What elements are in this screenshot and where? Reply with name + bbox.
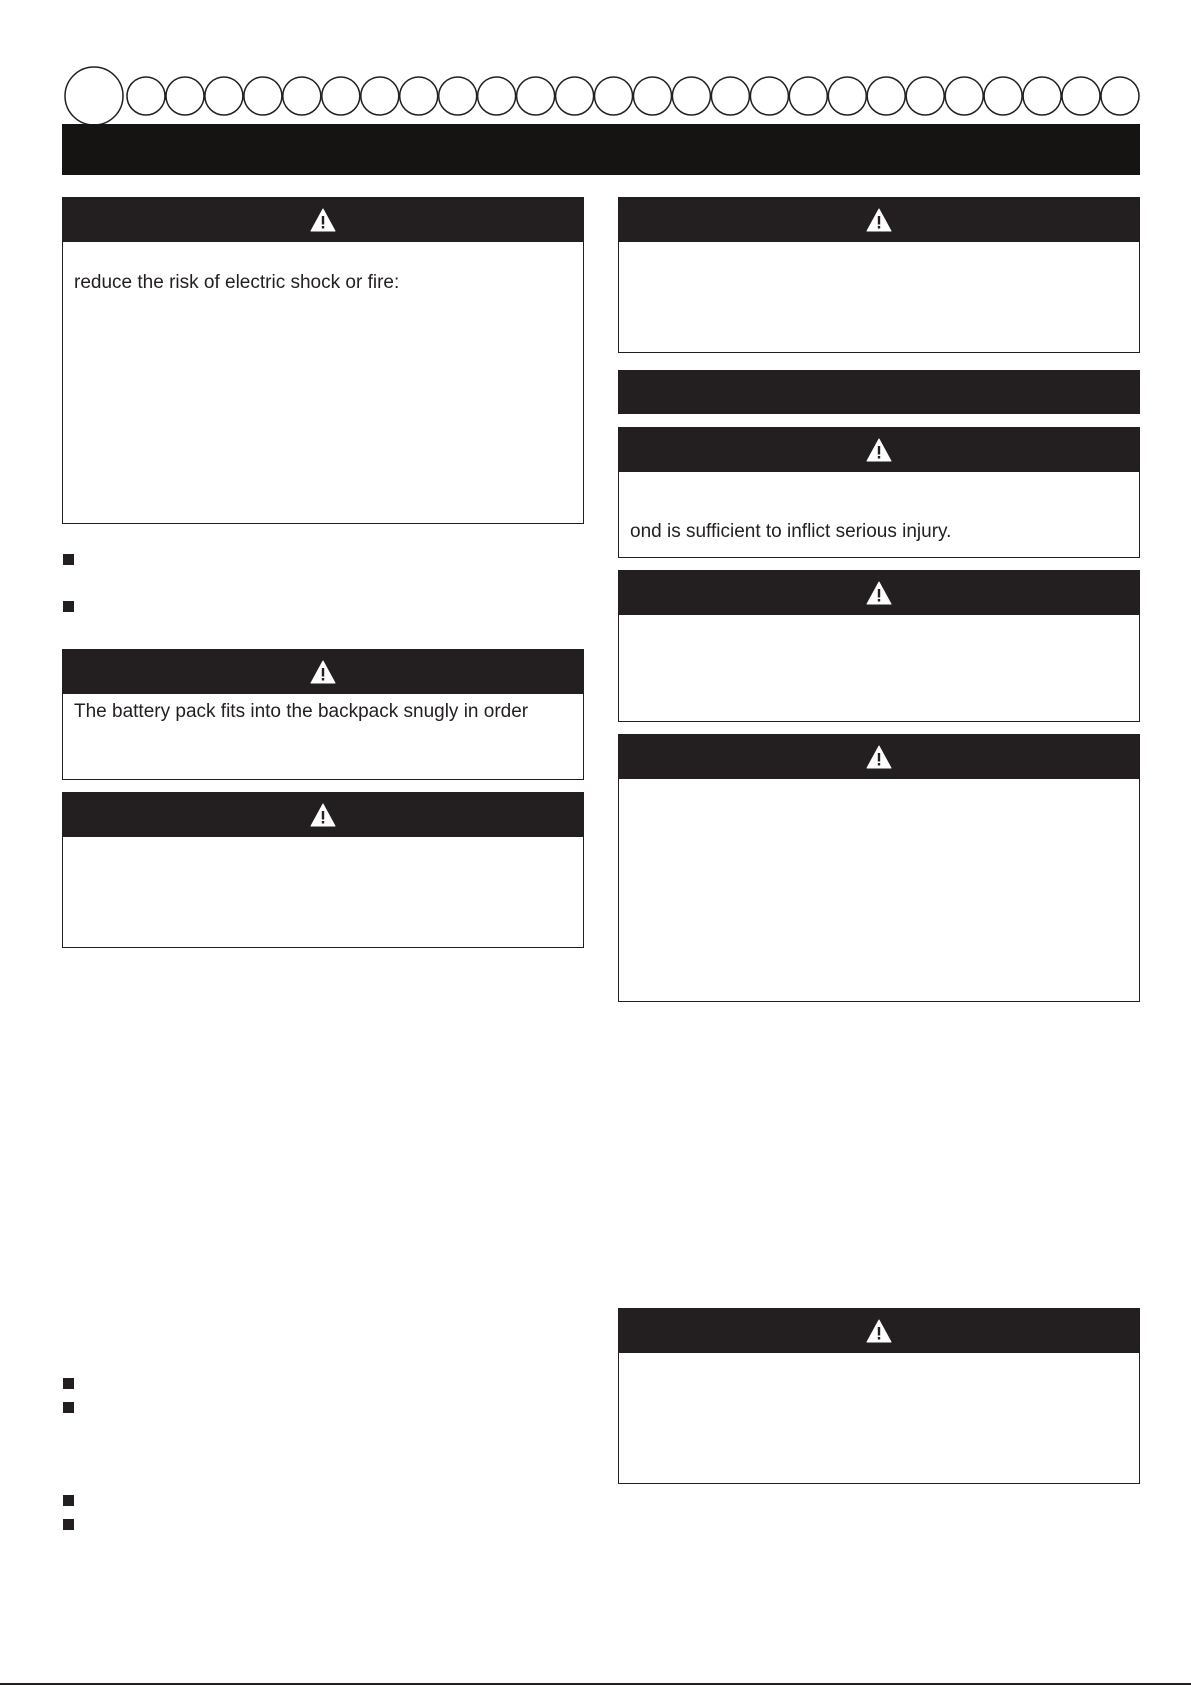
warning-box bbox=[618, 1308, 1140, 1484]
warning-triangle-icon bbox=[866, 208, 892, 232]
warning-triangle-icon bbox=[866, 745, 892, 769]
language-circle bbox=[984, 77, 1022, 115]
warning-header bbox=[619, 571, 1139, 615]
language-circle bbox=[1023, 77, 1061, 115]
language-circle bbox=[517, 77, 555, 115]
language-circle bbox=[1101, 77, 1139, 115]
warning-header bbox=[619, 428, 1139, 472]
warning-triangle-icon bbox=[866, 581, 892, 605]
language-circle bbox=[127, 77, 165, 115]
bullet-square bbox=[63, 554, 74, 565]
language-selector bbox=[0, 0, 1191, 130]
warning-box bbox=[618, 734, 1140, 1002]
warning-header bbox=[63, 198, 583, 242]
language-circle bbox=[283, 77, 321, 115]
language-circle bbox=[322, 77, 360, 115]
language-circle bbox=[906, 77, 944, 115]
language-circle bbox=[750, 77, 788, 115]
language-circle bbox=[205, 77, 243, 115]
warning-triangle-icon bbox=[310, 803, 336, 827]
warning-triangle-icon bbox=[866, 1319, 892, 1343]
bullet-square bbox=[63, 1378, 74, 1389]
warning-triangle-icon bbox=[310, 208, 336, 232]
language-circle bbox=[166, 77, 204, 115]
warning-text: reduce the risk of electric shock or fire: bbox=[74, 272, 400, 293]
warning-box bbox=[62, 792, 584, 948]
language-circle bbox=[478, 77, 516, 115]
warning-box bbox=[618, 570, 1140, 722]
warning-text: ond is sufficient to inflict serious injury. bbox=[630, 521, 952, 542]
warning-triangle-icon bbox=[310, 660, 336, 684]
bullet-square bbox=[63, 1402, 74, 1413]
warning-triangle-icon bbox=[866, 438, 892, 462]
warning-header bbox=[619, 735, 1139, 779]
language-circle bbox=[945, 77, 983, 115]
language-circle bbox=[244, 77, 282, 115]
language-circle bbox=[828, 77, 866, 115]
language-circle bbox=[789, 77, 827, 115]
language-circle bbox=[634, 77, 672, 115]
section-header-bar bbox=[62, 124, 1140, 175]
language-circle bbox=[867, 77, 905, 115]
warning-box-battery-pack bbox=[62, 649, 584, 780]
bullet-square bbox=[63, 1519, 74, 1530]
language-circle bbox=[1062, 77, 1100, 115]
warning-header bbox=[619, 198, 1139, 242]
language-circle bbox=[361, 77, 399, 115]
bullet-square bbox=[63, 1495, 74, 1506]
language-circle bbox=[400, 77, 438, 115]
warning-box-serious-injury bbox=[618, 427, 1140, 558]
language-circle bbox=[439, 77, 477, 115]
language-circle bbox=[711, 77, 749, 115]
warning-text: The battery pack fits into the backpack snugly in order bbox=[74, 701, 529, 722]
subsection-header-bar bbox=[618, 370, 1140, 414]
language-circle bbox=[556, 77, 594, 115]
language-circle bbox=[672, 77, 710, 115]
warning-header bbox=[63, 650, 583, 694]
warning-header bbox=[619, 1309, 1139, 1353]
warning-header bbox=[63, 793, 583, 837]
language-circle bbox=[595, 77, 633, 115]
warning-box-electric-shock bbox=[62, 197, 584, 524]
bullet-square bbox=[63, 601, 74, 612]
language-circle-active bbox=[65, 67, 123, 125]
warning-box bbox=[618, 197, 1140, 353]
